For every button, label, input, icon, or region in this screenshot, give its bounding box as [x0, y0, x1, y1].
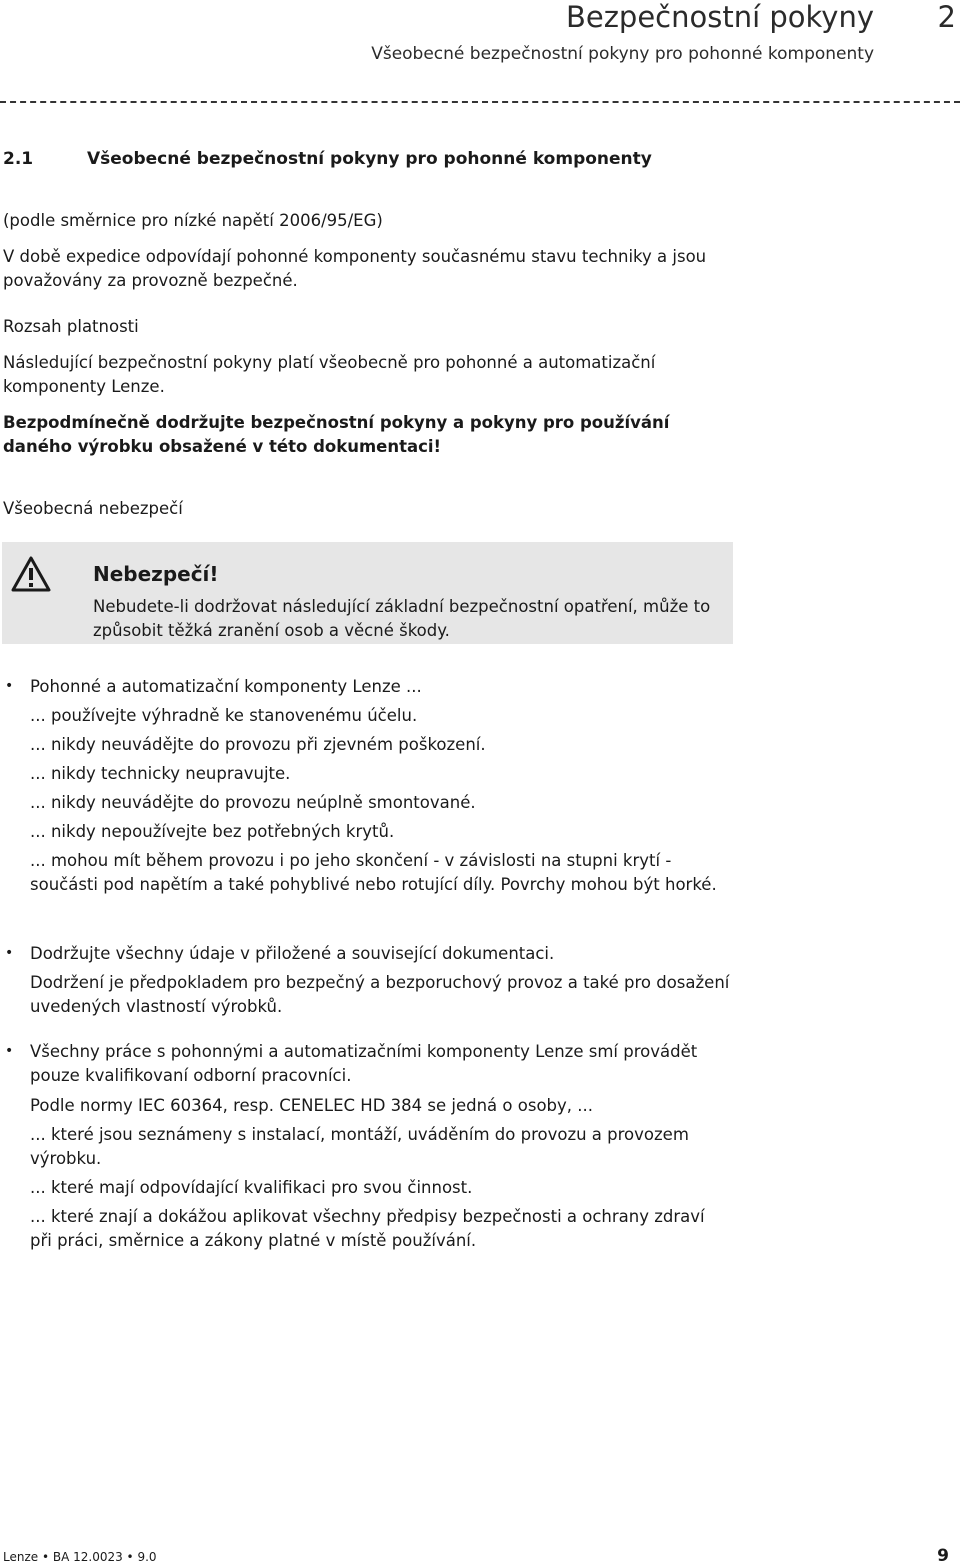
list-bullet: • [5, 945, 14, 961]
header-divider [0, 101, 960, 103]
directive-note: (podle směrnice pro nízké napětí 2006/95/EG) [3, 211, 383, 230]
list-item-norm: Podle normy IEC 60364, resp. CENELEC HD 384 se jedná o osoby, ... [30, 1096, 594, 1115]
page-number: 9 [937, 1546, 949, 1566]
list-item-text: Dodržení je předpokladem pro bezpečný a bezporuchový provoz a také pro dosažení uvedených vlastností výrobků. [30, 973, 730, 1016]
list-item-line: ... nikdy neuvádějte do provozu při zjevném poškození. [30, 735, 486, 754]
footer-doc-id: Lenze • BA 12.0023 • 9.0 [3, 1550, 157, 1564]
scope-emphasis: Bezpodmínečně dodržujte bezpečnostní pokyny a pokyny pro používání daného výrobku obsažené v této dokumentaci! [3, 413, 670, 456]
danger-title: Nebezpečí! [93, 562, 219, 586]
chapter-number: 2 [937, 0, 956, 34]
chapter-subtitle: Všeobecné bezpečnostní pokyny pro pohonné komponenty [371, 44, 874, 64]
list-item-line: ... které jsou seznámeny s instalací, montáží, uváděním do provozu a provozem výrobku. [30, 1125, 689, 1168]
danger-text: Nebudete-li dodržovat následující základní bezpečnostní opatření, může to způsobit těžká zranění osob a věcné škody. [93, 597, 711, 640]
list-item-line: ... nikdy neuvádějte do provozu neúplně smontované. [30, 793, 476, 812]
hazards-heading: Všeobecná nebezpečí [3, 499, 183, 518]
scope-heading: Rozsah platnosti [3, 317, 139, 336]
list-item-line: ... používejte výhradně ke stanovenému účelu. [30, 706, 418, 725]
list-item-line: ... které znají a dokážou aplikovat všechny předpisy bezpečnosti a ochrany zdraví při práci, směrnice a zákony platné v místě používání. [30, 1207, 705, 1250]
list-item-lead: Dodržujte všechny údaje v přiložené a související dokumentaci. [30, 944, 555, 963]
scope-paragraph: Následující bezpečnostní pokyny platí všeobecně pro pohonné a automatizační komponenty Lenze. [3, 353, 656, 396]
intro-paragraph: V době expedice odpovídají pohonné komponenty současnému stavu techniky a jsou považovány za provozně bezpečné. [3, 247, 707, 290]
list-item-line: ... mohou mít během provozu i po jeho skončení - v závislosti na stupni krytí - součásti pod napětím a také pohyblivé nebo rotující díly. Povrchy mohou být horké. [30, 851, 717, 894]
chapter-title: Bezpečnostní pokyny [565, 0, 874, 34]
list-item-lead: Pohonné a automatizační komponenty Lenze ... [30, 677, 422, 696]
list-item-line: ... které mají odpovídající kvalifikaci pro svou činnost. [30, 1178, 473, 1197]
warning-triangle-icon [11, 556, 51, 592]
list-item-lead: Všechny práce s pohonnými a automatizačními komponenty Lenze smí provádět pouze kvalifikovaní odborní pracovníci. [30, 1042, 698, 1085]
list-bullet: • [5, 1043, 14, 1059]
list-item-line: ... nikdy technicky neupravujte. [30, 764, 291, 783]
section-number: 2.1 [3, 149, 34, 169]
list-item-line: ... nikdy nepoužívejte bez potřebných krytů. [30, 822, 395, 841]
list-bullet: • [5, 678, 14, 694]
section-title: Všeobecné bezpečnostní pokyny pro pohonné komponenty [87, 149, 652, 169]
